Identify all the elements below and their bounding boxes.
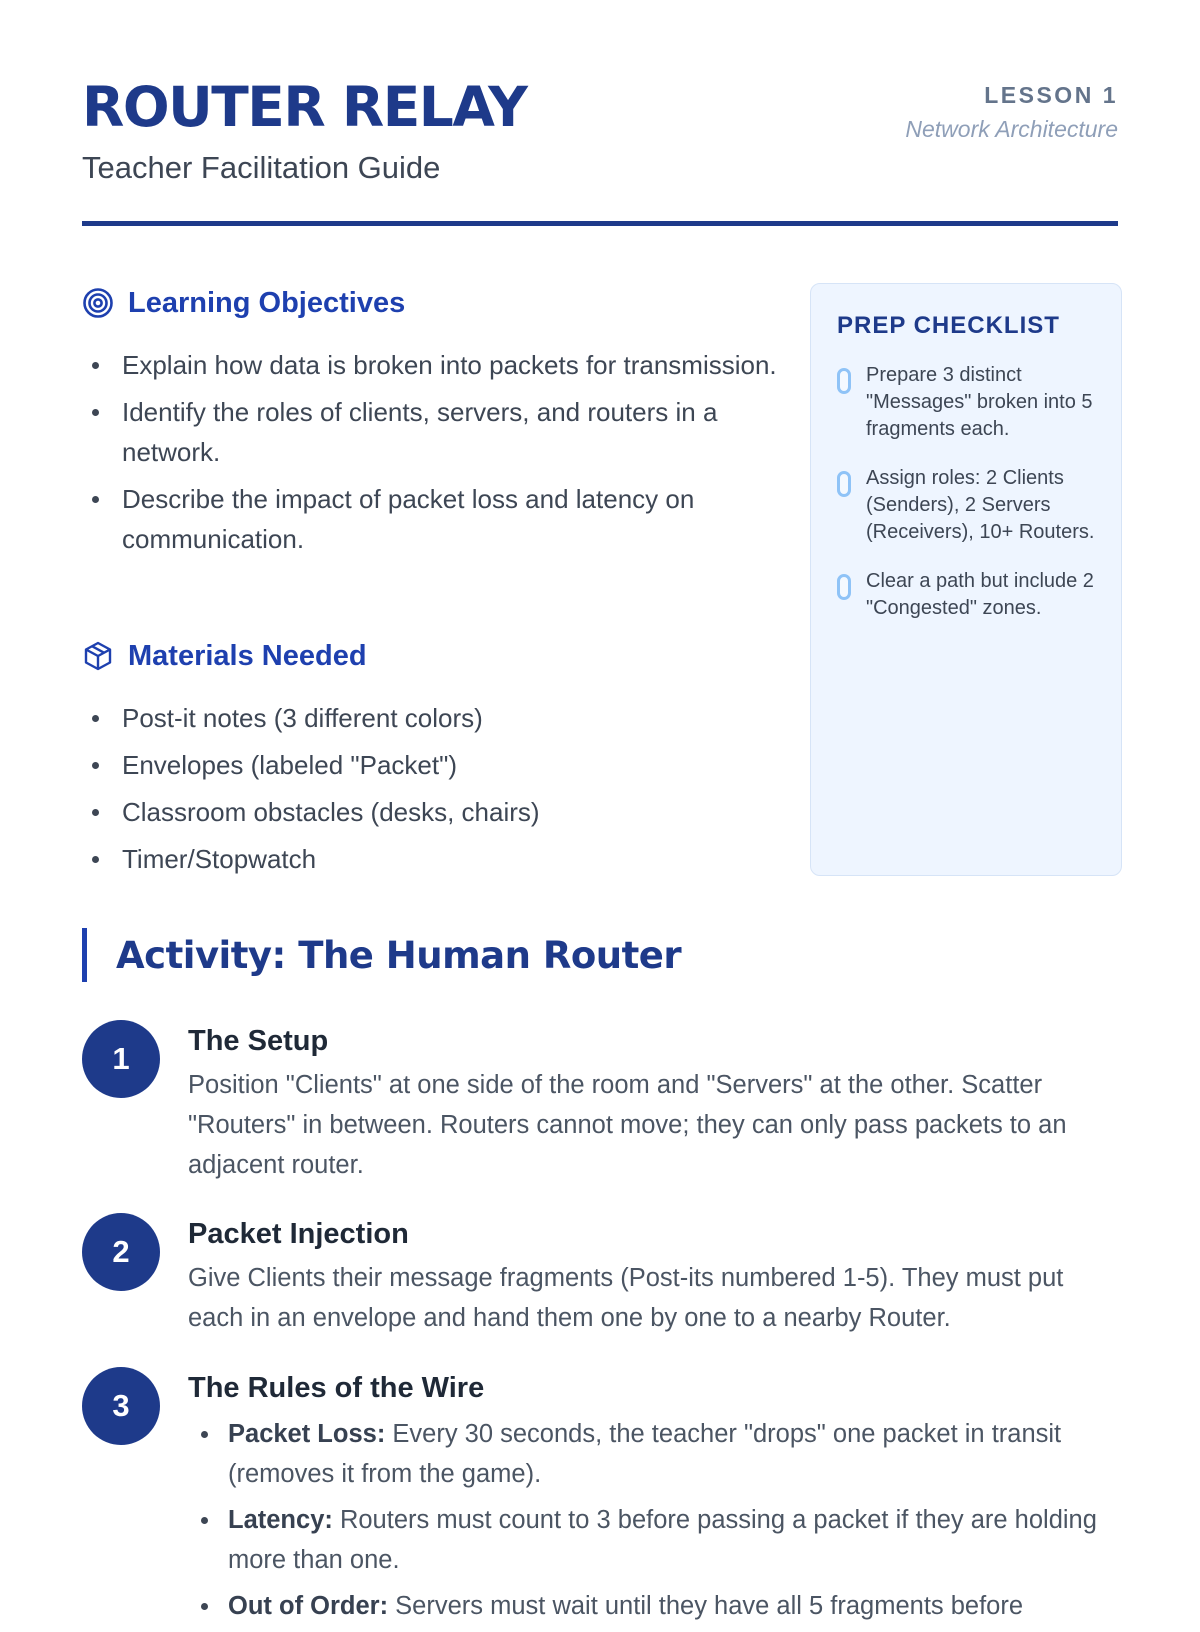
rule-text: Routers must count to 3 before passing a packet if they are holding more than one. <box>228 1506 1097 1574</box>
checkbox[interactable] <box>837 471 851 497</box>
list-item: Classroom obstacles (desks, chairs) <box>82 792 540 832</box>
rule-label: Out of Order: <box>228 1592 389 1620</box>
learning-objectives-section <box>82 283 782 559</box>
checklist-item-label: Assign roles: 2 Clients (Senders), 2 Servers (Receivers), 10+ Routers. <box>866 467 1095 543</box>
rule-label: Latency: <box>228 1506 333 1534</box>
list-item: Envelopes (labeled "Packet") <box>82 745 540 785</box>
step-title: Packet Injection <box>188 1218 409 1250</box>
materials-list <box>82 698 540 879</box>
learning-objectives-heading: Learning Objectives <box>128 286 406 319</box>
rule-label: Packet Loss: <box>228 1420 386 1448</box>
overview-left-column <box>82 283 782 874</box>
rules-list <box>188 1414 1118 1626</box>
checklist-item-label: Clear a path but include 2 "Congested" zones. <box>866 570 1094 619</box>
activity-heading: Activity: The Human Router <box>116 933 682 977</box>
step-title: The Rules of the Wire <box>188 1372 485 1404</box>
overview-region <box>82 283 1118 876</box>
box-icon <box>82 640 114 672</box>
rule-item <box>188 1586 1118 1626</box>
checkbox[interactable] <box>837 574 851 600</box>
rule-text: Servers must wait until they have all 5 fragments before <box>388 1592 1024 1620</box>
materials-header <box>82 636 540 676</box>
list-item: Explain how data is broken into packets for transmission. <box>82 345 782 385</box>
materials-section <box>82 636 540 886</box>
header <box>82 0 1118 226</box>
rule-text: Every 30 seconds, the teacher "drops" one packet in transit (removes it from the game). <box>228 1420 1062 1488</box>
target-icon <box>82 287 114 319</box>
step-number-badge: 3 <box>82 1367 160 1445</box>
checklist-item[interactable] <box>837 465 1095 546</box>
list-item: Post-it notes (3 different colors) <box>82 698 540 738</box>
prep-checklist-heading: PREP CHECKLIST <box>837 312 1060 339</box>
checkbox[interactable] <box>837 368 851 394</box>
objectives-list <box>82 345 782 559</box>
list-item: Describe the impact of packet loss and latency on communication. <box>82 479 782 559</box>
step-description: Position "Clients" at one side of the room and "Servers" at the other. Scatter "Routers" in between. Routers cannot move; they can only pass packets to an adjacent router. <box>188 1071 1067 1179</box>
activity-section-header <box>82 928 681 982</box>
checklist-item[interactable] <box>837 362 1095 443</box>
step-number-badge: 2 <box>82 1213 160 1291</box>
step-description: Give Clients their message fragments (Post-its numbered 1-5). They must put each in an envelope and hand them one by one to a nearby Router. <box>188 1264 1064 1332</box>
rule-item <box>188 1500 1118 1580</box>
learning-objectives-header <box>82 283 782 323</box>
materials-heading: Materials Needed <box>128 639 367 672</box>
list-item: Identify the roles of clients, servers, and routers in a network. <box>82 392 782 472</box>
lesson-label: LESSON 1 <box>984 82 1118 108</box>
lesson-topic: Network Architecture <box>905 116 1118 142</box>
step-content <box>188 1213 1118 1338</box>
checklist-item[interactable] <box>837 568 1095 622</box>
step-number-badge: 1 <box>82 1020 160 1098</box>
page-title: ROUTER RELAY <box>82 75 527 139</box>
checklist-item-label: Prepare 3 distinct "Messages" broken into 5 fragments each. <box>866 364 1093 440</box>
step-content <box>188 1020 1118 1185</box>
list-item: Timer/Stopwatch <box>82 839 540 879</box>
step-title: The Setup <box>188 1025 329 1057</box>
page-subtitle: Teacher Facilitation Guide <box>82 150 441 185</box>
prep-checklist-card <box>810 283 1122 876</box>
step-content <box>188 1367 1118 1632</box>
rule-item <box>188 1414 1118 1494</box>
